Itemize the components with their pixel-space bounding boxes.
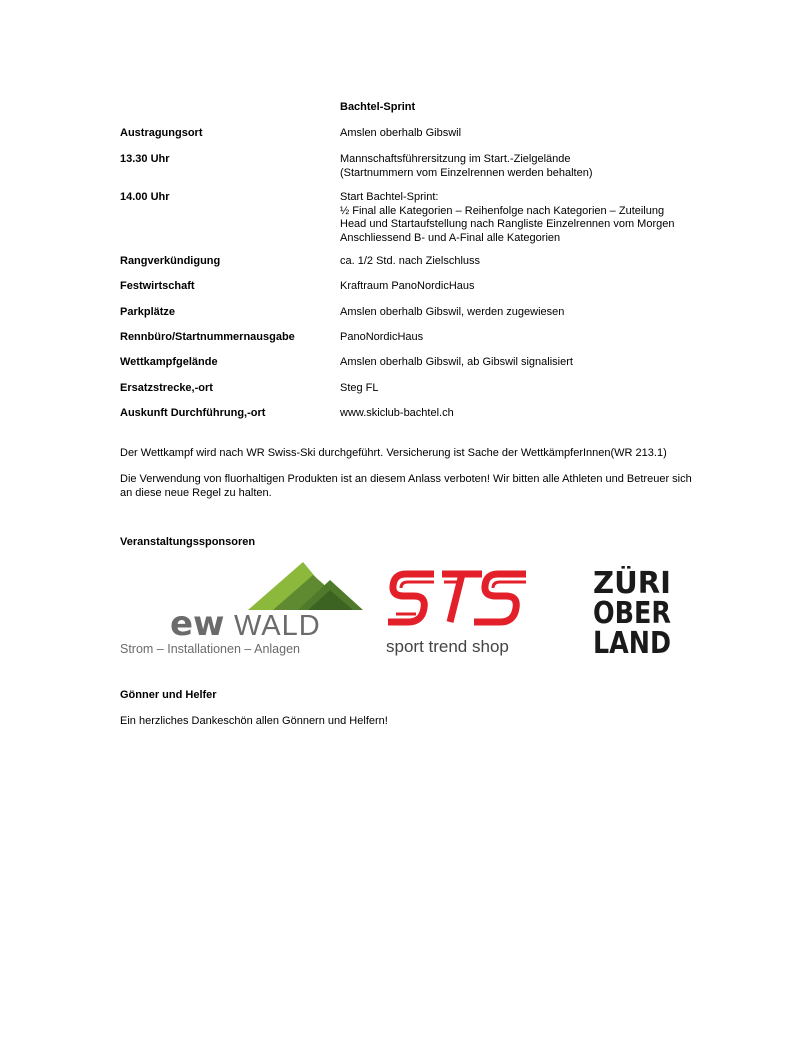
schedule-value <box>340 306 700 320</box>
schedule-label: Austragungsort <box>120 127 203 139</box>
ewwald-brand-a: ew <box>170 604 225 644</box>
schedule-value <box>340 356 700 370</box>
schedule-label: Festwirtschaft <box>120 280 195 292</box>
helpers-heading: Gönner und Helfer <box>120 689 217 701</box>
schedule-value <box>340 382 700 396</box>
schedule-value-line: Amslen oberhalb Gibswil, werden zugewiesen <box>340 306 565 318</box>
ewwald-tagline: Strom – Installationen – Anlagen <box>120 642 300 656</box>
schedule-value-line: ca. 1/2 Std. nach Zielschluss <box>340 255 481 267</box>
zuri-line-2: OBER <box>593 596 671 631</box>
fluor-note: Die Verwendung von fluorhaltigen Produkten ist an diesem Anlass verboten! Wir bitten alle Athleten und Betreuer sich an diese neue Regel zu halten. <box>120 473 692 499</box>
schedule-value <box>340 153 700 180</box>
mountain-icon <box>118 560 368 660</box>
zuri-oberland-logo <box>592 566 682 658</box>
sts-logo <box>384 566 534 661</box>
schedule-label: Ersatzstrecke,-ort <box>120 382 213 394</box>
schedule-value-line: Amslen oberhalb Gibswil, ab Gibswil signalisiert <box>340 356 573 368</box>
sts-tagline: sport trend shop <box>386 637 509 656</box>
ewwald-logo <box>118 560 368 660</box>
schedule-label: Auskunft Durchführung,-ort <box>120 407 266 419</box>
zuri-oberland-wordmark-icon <box>592 566 682 658</box>
schedule-value-line: PanoNordicHaus <box>340 331 424 343</box>
schedule-label: 14.00 Uhr <box>120 191 170 203</box>
zuri-line-1: ZÜRI <box>593 566 674 601</box>
schedule-value-line: Steg FL <box>340 382 379 394</box>
schedule-value-line: Mannschaftsführersitzung im Start.-Zielgelände <box>340 153 571 165</box>
schedule-value-line: Head und Startaufstellung nach Rangliste Einzelrennen vom Morgen <box>340 218 675 230</box>
sponsors-heading: Veranstaltungssponsoren <box>120 536 256 548</box>
schedule-label: Rangverkündigung <box>120 255 221 267</box>
schedule-label: 13.30 Uhr <box>120 153 170 165</box>
schedule-value <box>340 331 700 345</box>
rules-note: Der Wettkampf wird nach WR Swiss-Ski durchgeführt. Versicherung ist Sache der WettkämpferInnen(WR 213.1) <box>120 447 667 459</box>
schedule-value <box>340 127 700 141</box>
ewwald-brand-b: WALD <box>234 610 321 642</box>
schedule-value-line: Kraftraum PanoNordicHaus <box>340 280 475 292</box>
schedule-value-line: Anschliessend B- und A-Final alle Kategorien <box>340 231 561 244</box>
sts-mark-icon <box>384 566 534 661</box>
event-title: Bachtel-Sprint <box>340 101 416 113</box>
schedule-value <box>340 255 700 269</box>
schedule-value-line: Amslen oberhalb Gibswil <box>340 127 462 139</box>
schedule-value-line: Start Bachtel-Sprint: <box>340 191 439 203</box>
schedule-label: Parkplätze <box>120 306 176 318</box>
schedule-value <box>340 407 700 421</box>
schedule-label: Wettkampfgelände <box>120 356 218 368</box>
schedule-label: Rennbüro/Startnummernausgabe <box>120 331 295 343</box>
schedule-value-line: www.skiclub-bachtel.ch <box>340 407 454 419</box>
schedule-value <box>340 191 700 245</box>
zuri-line-3: LAND <box>593 626 671 658</box>
schedule-value <box>340 280 700 294</box>
schedule-value-line: (Startnummern vom Einzelrennen werden behalten) <box>340 166 593 179</box>
helpers-text: Ein herzliches Dankeschön allen Gönnern und Helfern! <box>120 715 388 727</box>
schedule-value-line: ½ Final alle Kategorien – Reihenfolge nach Kategorien – Zuteilung <box>340 204 665 217</box>
